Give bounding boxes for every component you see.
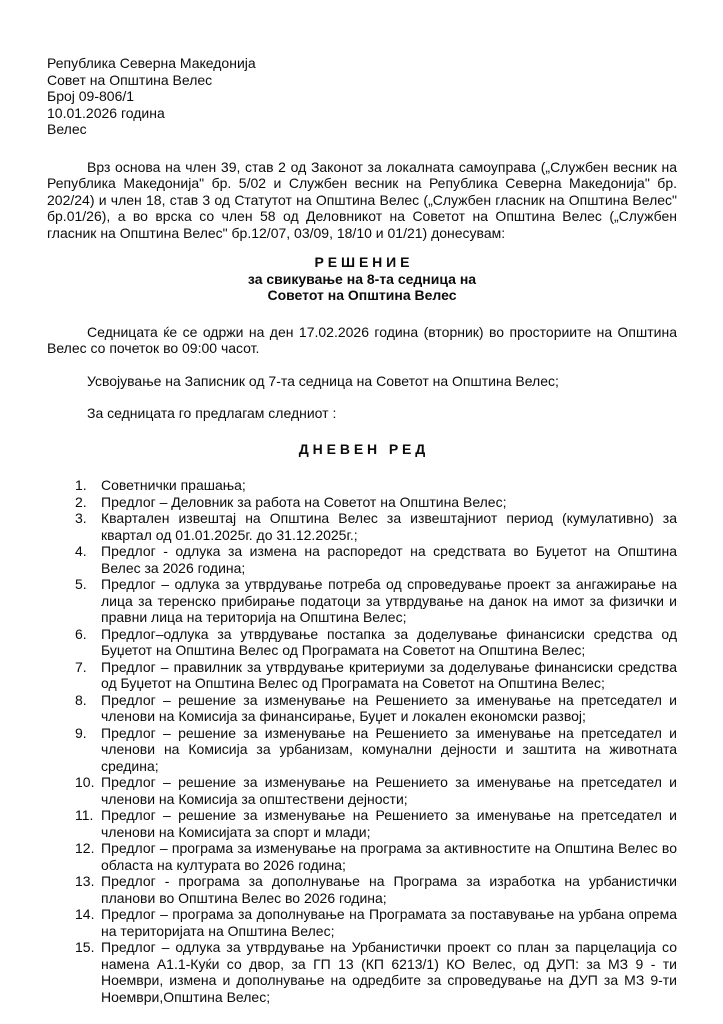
agenda-item-text: Предлог – правилник за утврдување критериуми за доделување финансиски средства од Буџетот на Општина Велес од Програмата на Советот на Општина Велес; — [101, 658, 677, 691]
agenda-item-2 — [75, 494, 677, 511]
agenda-item-number: 6. — [75, 625, 87, 642]
header-line-number: Број 09-806/1 — [47, 88, 135, 104]
agenda-item-text: Предлог – решение за изменување на Решението за именување на претседател и членови на Комисија за општествени дејности; — [101, 774, 677, 807]
agenda-item-1 — [75, 477, 677, 494]
agenda-item-text: Предлог – програма за дополнување на Програмата за поставување на урбана опрема на територијата на Општина Велес; — [101, 906, 677, 939]
agenda-title: Д Н Е В Е Н Р Е Д — [298, 440, 426, 457]
agenda-item-number: 12. — [75, 840, 95, 856]
agenda-item-11 — [75, 807, 677, 840]
header-line-council: Совет на Општина Велес — [47, 71, 213, 88]
agenda-item-text: Предлог – програма за изменување на програма за активностите на Општина Велес во областа на културата во 2026 година; — [101, 840, 677, 873]
agenda-item-text: Квартален извештај на Општина Велес за извештајниот период (кумулативно) за квартал од 01.01.2025г. до 31.12.2025г.; — [101, 510, 677, 543]
agenda-item-text: Советнички прашања; — [101, 477, 246, 493]
agenda-proposal-line: За седницата го предлагам следниот : — [87, 405, 337, 421]
agenda-item-5 — [75, 576, 677, 626]
agenda-item-number: 13. — [75, 873, 95, 889]
minutes-adoption-line: Усвојување на Записник од 7-та седница на Советот на Општина Велес; — [87, 372, 559, 389]
session-info-paragraph: Седницата ќе се одржи на ден 17.02.2026 година (вторник) во просториите на Општина Велес со почеток во 09:00 часот. — [47, 323, 677, 356]
decision-title-block — [47, 254, 677, 304]
agenda-item-text: Предлог – решение за изменување на Решението за именување на претседател и членови на Комисијата за спорт и млади; — [101, 807, 677, 840]
agenda-item-number: 2. — [75, 493, 87, 510]
agenda-item-9 — [75, 725, 677, 775]
agenda-item-number: 1. — [75, 477, 87, 493]
agenda-item-number: 9. — [75, 724, 87, 741]
agenda-item-text: Предлог – решение за изменување на Решението за именување на претседател и членови на Комисија за финансирање, Буџет и локален економски развој; — [101, 691, 677, 724]
header-line-city: Велес — [47, 121, 87, 137]
agenda-item-6 — [75, 626, 677, 659]
agenda-item-text: Предлог - програма за дополнување на Програма за изработка на урбанистички планови во Општина Велес во 2026 година; — [101, 873, 677, 906]
agenda-item-number: 10. — [75, 774, 95, 790]
agenda-item-text: Предлог – Деловник за работа на Советот на Општина Велес; — [101, 493, 507, 510]
document-header — [47, 55, 677, 138]
decision-title: Р Е Ш Е Н И Е — [314, 254, 410, 270]
agenda-item-number: 8. — [75, 691, 87, 708]
agenda-item-number: 3. — [75, 510, 87, 526]
agenda-item-3 — [75, 510, 677, 543]
agenda-item-text: Предлог – одлука за утврдување потреба од спроведување проект за ангажирање на лица за теренско прибирање податоци за утврдување на данок на имот за физички и правни лица на територија на Општина Велес; — [101, 576, 677, 625]
agenda-item-number: 15. — [75, 939, 95, 955]
legal-basis-paragraph: Врз основа на член 39, став 2 од Законот за локалната самоуправа („Службен весник на Република Македонија" бр. 5/02 и Службен весник на Република Северна Македонија" бр. 202/24) и член 18, став 3 од Статутот на Општина Велес („Службен гласник на Општина Велес" бр.01/26), а во врска со член 58 од Деловникот на Советот на Општина Велес („Службен гласник на Општина Велес" бр.12/07, 03/09, 18/10 и 01/21) донесувам: — [47, 158, 677, 241]
agenda-item-8 — [75, 692, 677, 725]
decision-subtitle-line-2: Советот на Општина Велес — [267, 287, 457, 303]
agenda-item-text: Предлог–одлука за утврдување постапка за доделување финансиски средства од Буџетот на Општина Велес од Програмата на Советот на Општина Велес; — [101, 625, 677, 658]
agenda-item-number: 4. — [75, 543, 87, 559]
agenda-item-number: 14. — [75, 906, 95, 922]
agenda-item-10 — [75, 774, 677, 807]
agenda-item-4 — [75, 543, 677, 576]
agenda-item-text: Предлог – одлука за утврдување на Урбанистички проект со план за парцелација со намена А1.1-Куќи со двор, за ГП 13 (КП 6213/1) КО Велес, од ДУП: за МЗ 9 - ти Ноември, измена и дополнување на одредбите за спроведување на ДУП за МЗ 9-ти Ноември,Општина Велес; — [101, 939, 677, 1005]
agenda-item-text: Предлог - одлука за измена на распоредот на средствата во Буџетот на Општина Велес за 2026 година; — [101, 543, 677, 576]
agenda-item-13 — [75, 873, 677, 906]
agenda-item-text: Предлог – решение за изменување на Решението за именување на претседател и членови на Комисија за урбанизам, комунални дејности и заштита на животната средина; — [101, 724, 677, 774]
agenda-item-12 — [75, 840, 677, 873]
agenda-item-number: 5. — [75, 576, 87, 592]
agenda-item-14 — [75, 906, 677, 939]
agenda-item-15 — [75, 939, 677, 1005]
header-line-date: 10.01.2026 година — [47, 104, 165, 121]
header-line-country: Република Северна Македонија — [47, 55, 256, 71]
agenda-item-7 — [75, 659, 677, 692]
decision-subtitle-line-1: за свикување на 8-та седница на — [247, 270, 477, 287]
agenda-list — [47, 477, 677, 1005]
agenda-item-number: 11. — [75, 807, 94, 823]
agenda-item-number: 7. — [75, 658, 87, 675]
